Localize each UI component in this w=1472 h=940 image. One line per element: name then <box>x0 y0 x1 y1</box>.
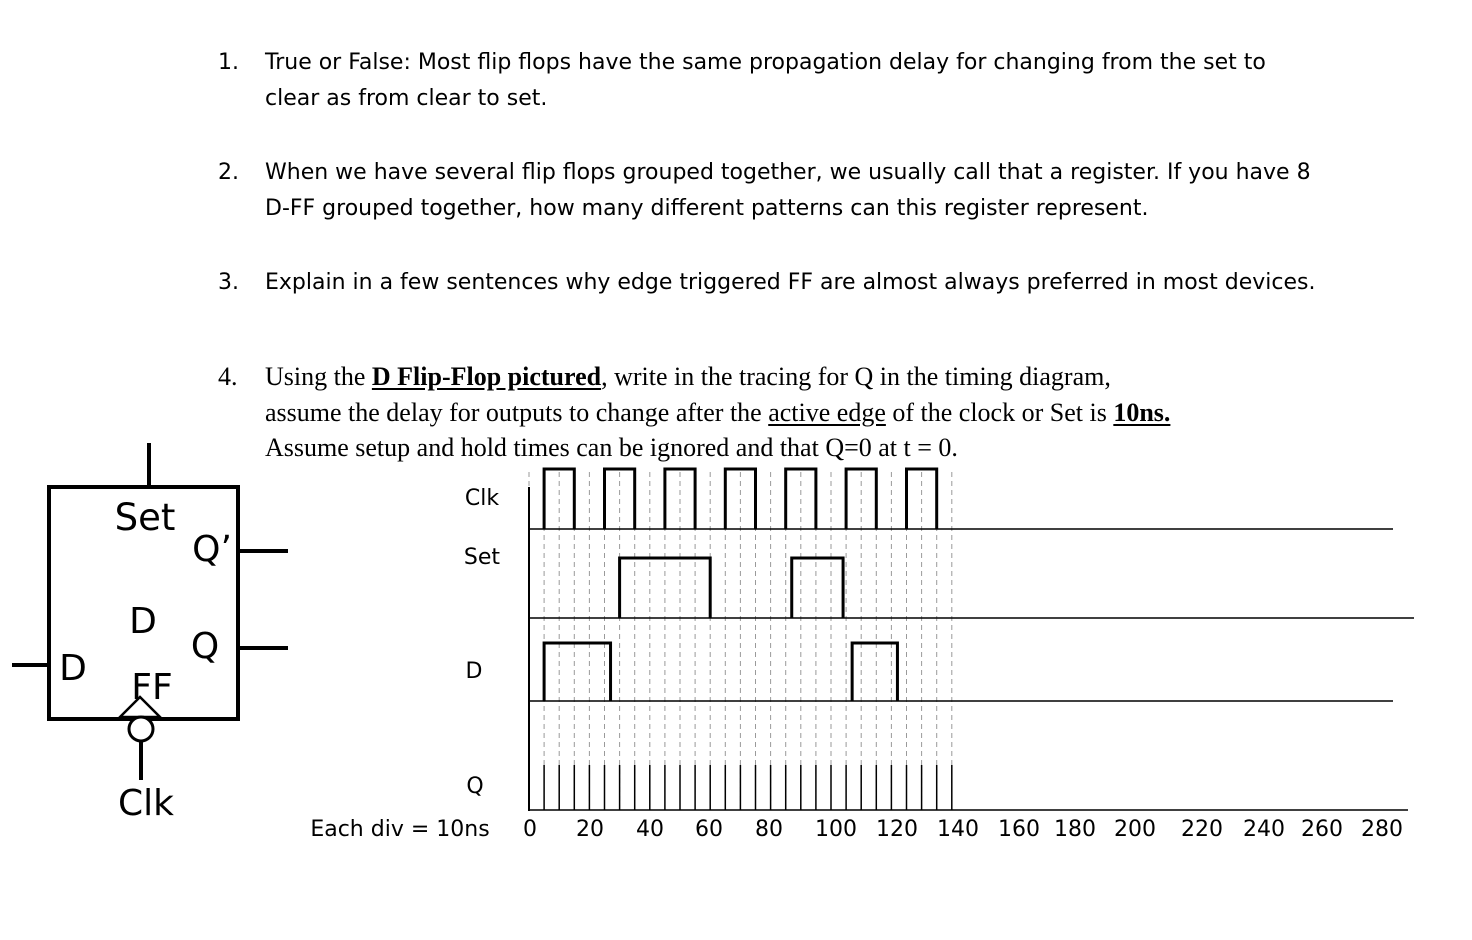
time-tick-label: 40 <box>636 817 664 842</box>
question-1-line-2: clear as from clear to set. <box>265 86 548 111</box>
question-2-line-1: When we have several flip flops grouped together, we usually call that a register. If you have 8 <box>265 160 1311 185</box>
timing-grid <box>529 472 1414 811</box>
timing-signals <box>544 469 952 810</box>
timing-diagram <box>300 460 1460 860</box>
d-signal-label: D <box>465 659 483 684</box>
question-3-line-1: Explain in a few sentences why edge triggered FF are almost always preferred in most devices. <box>265 270 1316 295</box>
ff-label: FF <box>131 667 173 708</box>
time-tick-label: 120 <box>876 817 918 842</box>
question-2-line-2: D-FF grouped together, how many different patterns can this register represent. <box>265 196 1149 221</box>
ff-d-label: D <box>129 601 157 642</box>
inverted-clock-bubble <box>129 717 153 741</box>
time-tick-label: 100 <box>815 817 857 842</box>
d-pulse <box>544 643 610 701</box>
set-signal-label: Set <box>463 545 501 570</box>
time-tick-label: 260 <box>1301 817 1343 842</box>
time-tick-label: 60 <box>695 817 723 842</box>
time-tick-label: 180 <box>1054 817 1096 842</box>
clk-label: Clk <box>118 783 174 824</box>
time-axis-ticks <box>523 817 1403 842</box>
question-4-line-3: Assume setup and hold times can be ignored and that Q=0 at t = 0. <box>265 433 958 462</box>
set-label: Set <box>114 496 176 539</box>
question-4-line-1: Using the D Flip-Flop pictured, write in the tracing for Q in the timing diagram, <box>265 362 1111 391</box>
time-tick-label: 220 <box>1181 817 1223 842</box>
time-tick-label: 80 <box>755 817 783 842</box>
clk-signal-label: Clk <box>464 486 500 511</box>
time-tick-label: 20 <box>576 817 604 842</box>
question-3-number: 3. <box>218 270 239 295</box>
d-flip-flop-diagram <box>0 430 300 830</box>
ff-pictured-link: D Flip-Flop pictured <box>371 362 602 391</box>
qbar-label: Q’ <box>192 529 232 570</box>
d-pulse <box>852 643 897 701</box>
question-4-line-2: assume the delay for outputs to change after the active edge of the clock or Set is 10ns. <box>265 397 1171 427</box>
question-1-number: 1. <box>218 50 239 75</box>
question-1-line-1: True or False: Most flip flops have the same propagation delay for changing from the set to <box>265 50 1266 75</box>
division-note: Each div = 10ns <box>310 817 490 842</box>
time-tick-label: 160 <box>998 817 1040 842</box>
time-tick-label: 140 <box>937 817 979 842</box>
time-tick-label: 240 <box>1243 817 1285 842</box>
set-pulse <box>792 558 843 618</box>
question-4-number: 4. <box>218 362 238 391</box>
time-tick-label: 280 <box>1361 817 1403 842</box>
time-tick-label: 0 <box>523 817 537 842</box>
question-2-number: 2. <box>218 160 239 185</box>
q-signal-label: Q <box>466 774 484 799</box>
q-label: Q <box>190 626 220 667</box>
time-tick-label: 200 <box>1114 817 1156 842</box>
d-input-label: D <box>59 648 87 689</box>
